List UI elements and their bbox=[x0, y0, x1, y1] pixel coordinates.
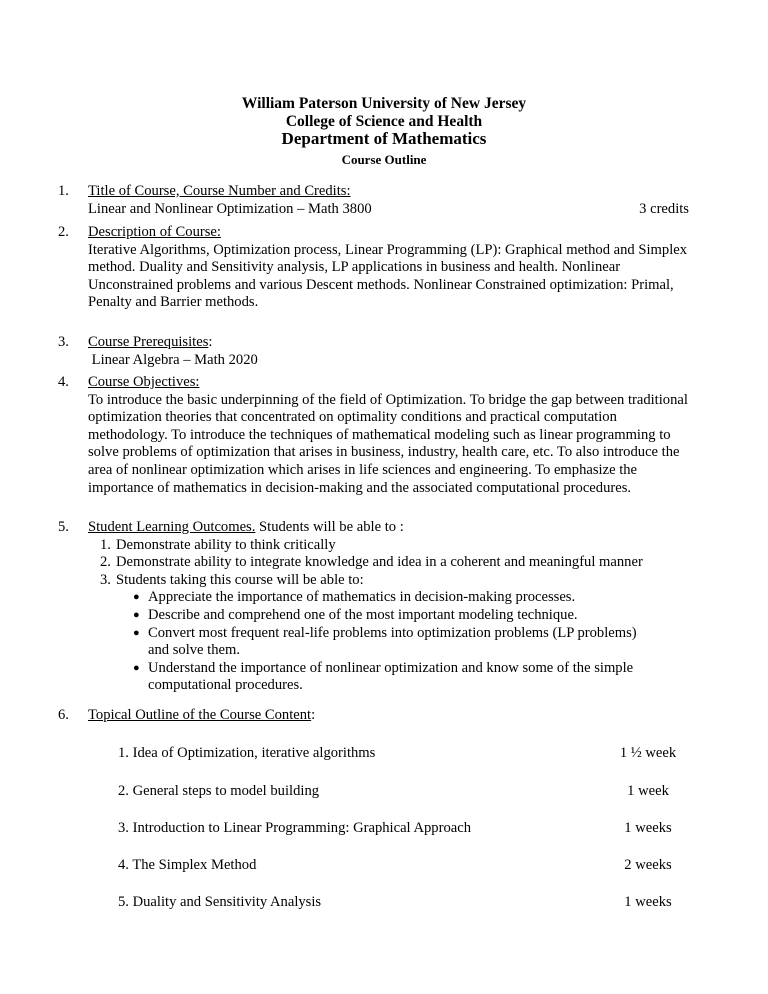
bullet-icon: ● bbox=[133, 608, 140, 621]
topic-name: 5. Duality and Sensitivity Analysis bbox=[118, 894, 322, 910]
objectives-text: To introduce the basic underpinning of the field of Optimization. To bridge the gap between traditional optimization theories that concentrated on optimality conditions and practical computation methodology. To introduce the techniques of mathematical modeling such as linear programming to solve problems of optimization that arises in business, industry, health care, etc. To also introduce the area of nonlinear optimization which arises in life sciences and engineering. To emphasize the importance of mathematics in decision-making and the associated computational procedures. bbox=[88, 391, 688, 496]
bullet-icon: ● bbox=[133, 591, 140, 604]
topic-duration: 1 weeks bbox=[624, 894, 672, 910]
bullet-text: Describe and comprehend one of the most important modeling technique. bbox=[148, 606, 578, 623]
section-title-course bbox=[58, 183, 689, 218]
item-text: Students taking this course will be able to: bbox=[116, 571, 364, 588]
topic-duration: 1 ½ week bbox=[619, 745, 677, 761]
item-number: 2. bbox=[100, 554, 111, 571]
topic-duration: 2 weeks bbox=[624, 857, 672, 873]
list-item bbox=[88, 660, 688, 695]
section-heading: Student Learning Outcomes. bbox=[88, 519, 256, 535]
list-item bbox=[88, 625, 688, 660]
list-item bbox=[88, 589, 688, 607]
item-text: Demonstrate ability to integrate knowledge and idea in a coherent and meaningful manner bbox=[116, 554, 643, 571]
section-prerequisites bbox=[58, 334, 688, 369]
topic-name: 4. The Simplex Method bbox=[118, 857, 257, 873]
topic-name: 1. Idea of Optimization, iterative algorithms bbox=[118, 745, 376, 761]
list-item bbox=[88, 572, 688, 590]
document-type: Course Outline bbox=[341, 152, 427, 167]
item-number: 3. bbox=[100, 571, 111, 588]
outcomes-list bbox=[88, 537, 688, 590]
outcomes-bullets bbox=[88, 589, 688, 695]
section-heading: Title of Course, Course Number and Credits: bbox=[88, 183, 351, 199]
heading-suffix: : bbox=[208, 334, 213, 350]
section-heading: Course Objectives: bbox=[88, 374, 200, 390]
heading-suffix: Students will be able to : bbox=[255, 519, 404, 535]
section-number: 5. bbox=[58, 519, 69, 535]
heading-suffix: : bbox=[311, 707, 316, 723]
bullet-icon: ● bbox=[133, 661, 140, 674]
section-number: 3. bbox=[58, 334, 69, 350]
item-number: 1. bbox=[100, 536, 111, 553]
list-item bbox=[88, 537, 688, 555]
college-name: College of Science and Health bbox=[285, 113, 483, 130]
topic-name: 3. Introduction to Linear Programming: Graphical Approach bbox=[118, 820, 471, 836]
section-heading: Topical Outline of the Course Content bbox=[88, 707, 312, 723]
section-heading: Course Prerequisites bbox=[88, 334, 209, 350]
section-number: 4. bbox=[58, 374, 69, 390]
list-item bbox=[88, 607, 688, 625]
university-name: William Paterson University of New Jersey bbox=[241, 95, 527, 112]
bullet-text: Convert most frequent real-life problems into optimization problems (LP problems) and solve them. bbox=[148, 624, 637, 659]
topic-name: 2. General steps to model building bbox=[118, 783, 320, 799]
section-number: 6. bbox=[58, 707, 69, 723]
section-number: 2. bbox=[58, 224, 69, 240]
section-learning-outcomes bbox=[58, 519, 688, 695]
description-text: Iterative Algorithms, Optimization process, Linear Programming (LP): Graphical method and Simplex method. Duality and Sensitivity analysis, LP applications in business and health. Nonlinear Unconstrained problems and various Descent methods. Nonlinear Constrained optimization: Primal, Penalty and Barrier methods. bbox=[88, 241, 688, 311]
section-description bbox=[58, 224, 688, 312]
course-credits: 3 credits bbox=[639, 200, 689, 217]
section-number: 1. bbox=[58, 183, 69, 199]
bullet-text: Appreciate the importance of mathematics in decision-making processes. bbox=[148, 589, 576, 606]
section-heading: Description of Course: bbox=[88, 224, 221, 240]
department-name: Department of Mathematics bbox=[281, 129, 487, 148]
item-text: Demonstrate ability to think critically bbox=[116, 536, 336, 553]
topic-duration: 1 week bbox=[627, 783, 669, 799]
section-topical-outline bbox=[58, 707, 688, 725]
bullet-text: Understand the importance of nonlinear optimization and know some of the simple computational procedures. bbox=[148, 659, 634, 694]
section-objectives bbox=[58, 374, 688, 497]
bullet-icon: ● bbox=[133, 626, 140, 639]
topic-duration: 1 weeks bbox=[624, 820, 672, 836]
list-item bbox=[88, 554, 688, 572]
course-name: Linear and Nonlinear Optimization – Math 3800 bbox=[88, 200, 372, 217]
prerequisite-text: Linear Algebra – Math 2020 bbox=[88, 351, 258, 368]
